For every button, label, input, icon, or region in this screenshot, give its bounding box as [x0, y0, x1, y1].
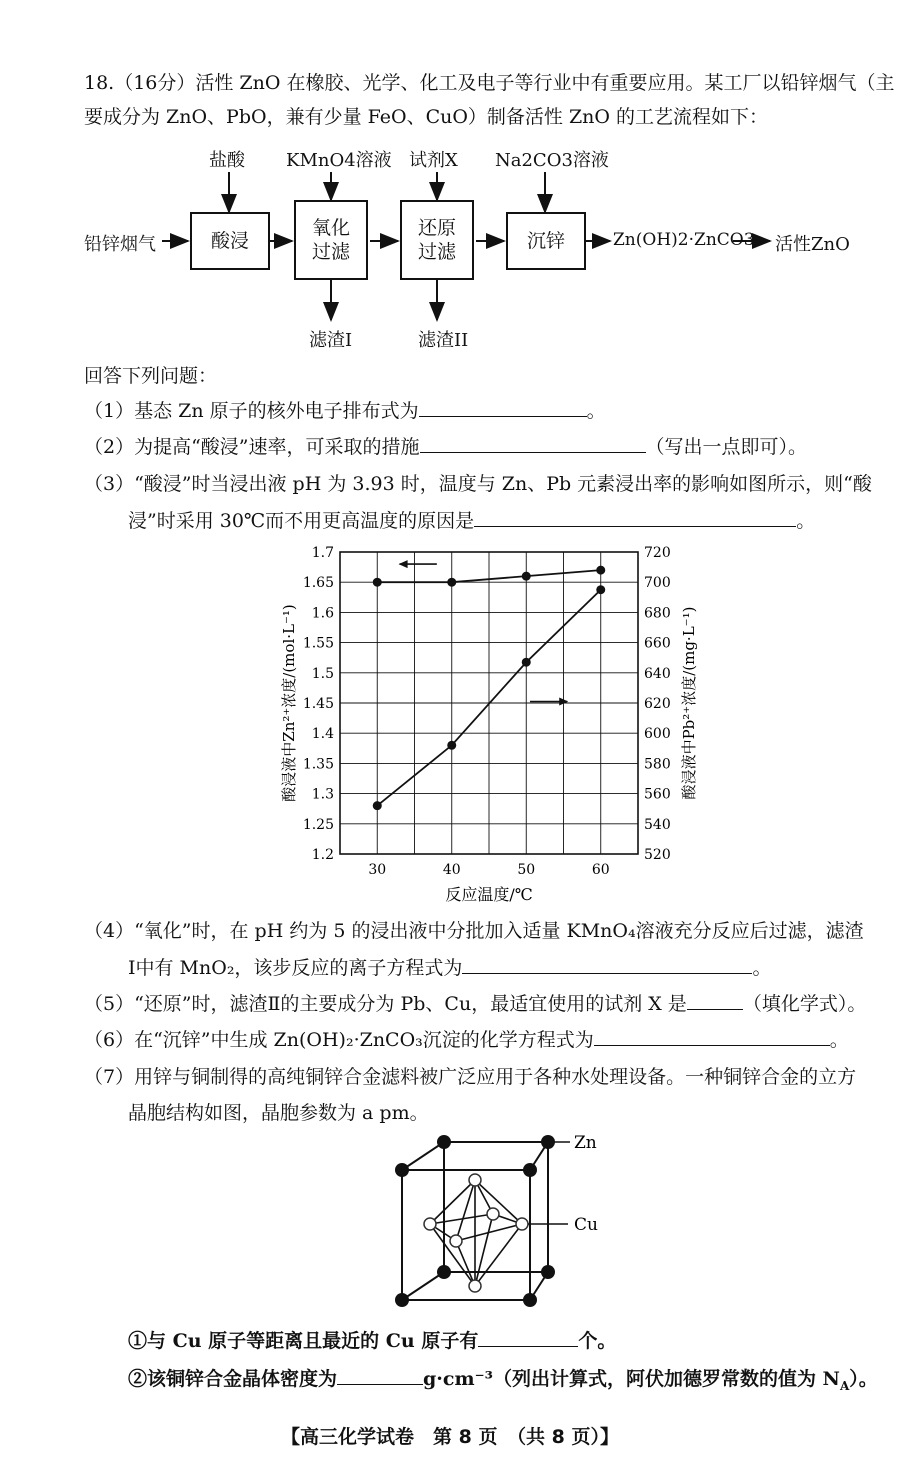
zn-label: Zn: [574, 1133, 597, 1153]
x-tick-label: 30: [368, 862, 387, 878]
step-acid-leach: 酸浸: [190, 212, 270, 270]
q7-sub2-unit: g·cm⁻³（列出计算式，阿伏加德罗常数的值为 N: [423, 1368, 840, 1390]
data-point-left: [522, 572, 531, 581]
q7-sub1-text: ①与 Cu 原子等距离且最近的 Cu 原子有: [128, 1330, 479, 1352]
residue-1: 滤渣I: [309, 330, 353, 351]
x-tick-label: 50: [517, 862, 536, 878]
data-point-left: [447, 578, 456, 587]
question-4-line1: （4）“氧化”时，在 pH 约为 5 的浸出液中分批加入适量 KMnO₄溶液充分反应后过滤，滤渣: [84, 920, 864, 942]
question-3-line2: [128, 508, 815, 534]
flow-mid-product: Zn(OH)2·ZnCO3: [613, 230, 755, 250]
q7-sub1-answer-blank[interactable]: [478, 1328, 578, 1347]
question-1: [84, 398, 606, 424]
step-reduction-filter-line2: 过滤: [417, 241, 456, 263]
data-point-left: [596, 566, 605, 575]
page-footer: 【高三化学试卷 第 8 页 （共 8 页）】: [281, 1426, 619, 1448]
y-right-tick-label: 700: [644, 575, 671, 592]
x-axis-label: 反应温度/℃: [445, 885, 533, 904]
question-5: [84, 991, 866, 1017]
y-left-tick-label: 1.25: [302, 816, 334, 833]
answer-intro: 回答下列问题：: [84, 365, 218, 387]
y-left-tick-label: 1.3: [311, 786, 334, 803]
y-right-tick-label: 720: [644, 545, 671, 561]
question-7-line2: 晶胞结构如图，晶胞参数为 a pm。: [128, 1102, 429, 1124]
step-reduction-filter-line1: 还原: [417, 217, 456, 239]
crystal-cell-diagram: [380, 1128, 640, 1318]
q4-suffix: 。: [752, 957, 772, 979]
y-left-tick-label: 1.45: [302, 696, 334, 712]
y-left-axis-label: 酸浸液中Zn²⁺浓度/(mol·L⁻¹): [280, 604, 298, 802]
step-zinc-precipitation: 沉锌: [506, 212, 586, 270]
step-oxidation-filter: [294, 200, 368, 280]
q6-suffix: 。: [829, 1029, 849, 1051]
q2-text: （2）为提高“酸浸”速率，可采取的措施: [84, 436, 420, 458]
data-point-right: [522, 658, 531, 667]
y-right-tick-label: 620: [644, 696, 671, 712]
y-left-tick-label: 1.4: [311, 726, 334, 743]
y-left-tick-label: 1.6: [311, 605, 334, 622]
question-6: [84, 1027, 849, 1053]
y-left-tick-label: 1.65: [302, 575, 334, 592]
input-na2co3: Na2CO3溶液: [495, 150, 609, 171]
q7-sub2-subscript: A: [839, 1378, 850, 1393]
q7-sub1-suffix: 个。: [578, 1330, 617, 1352]
input-hcl: 盐酸: [209, 150, 245, 171]
y-right-tick-label: 520: [644, 847, 671, 863]
q3-suffix: 。: [796, 510, 816, 532]
flow-end-product: 活性ZnO: [775, 234, 850, 255]
y-right-tick-label: 580: [644, 756, 671, 773]
temperature-concentration-chart: [270, 538, 710, 908]
flow-start: 铅锌烟气: [84, 234, 156, 255]
q7-sub2-answer-blank[interactable]: [337, 1366, 423, 1385]
y-right-tick-label: 640: [644, 665, 671, 682]
y-left-tick-label: 1.2: [311, 847, 334, 863]
question-7-sub2: [128, 1366, 878, 1399]
question-intro-line1: 18.（16分）活性 ZnO 在橡胶、光学、化工及电子等行业中有重要应用。某工厂以铅锌烟气（主: [84, 72, 895, 94]
q7-sub2-text: ②该铜锌合金晶体密度为: [128, 1368, 338, 1390]
question-3-line1: （3）“酸浸”时当浸出液 pH 为 3.93 时，温度与 Zn、Pb 元素浸出率的影响如图所示，则“酸: [84, 473, 872, 495]
step-oxidation-filter-line2: 过滤: [311, 241, 350, 263]
q3-text: 浸”时采用 30℃而不用更高温度的原因是: [128, 510, 475, 532]
q6-answer-blank[interactable]: [594, 1027, 830, 1046]
y-right-tick-label: 680: [644, 605, 671, 622]
residue-2: 滤渣II: [418, 330, 469, 351]
question-7-line1: （7）用锌与铜制得的高纯铜锌合金滤料被广泛应用于各种水处理设备。一种铜锌合金的立方: [84, 1066, 857, 1088]
y-left-tick-label: 1.7: [311, 545, 334, 561]
question-intro-line2: 要成分为 ZnO、PbO，兼有少量 FeO、CuO）制备活性 ZnO 的工艺流程如下：: [84, 106, 769, 128]
data-point-right: [447, 741, 456, 750]
question-2: [84, 434, 807, 460]
y-right-tick-label: 660: [644, 635, 671, 652]
q4-text: Ⅰ中有 MnO₂，该步反应的离子方程式为: [128, 957, 463, 979]
input-kmno4: KMnO4溶液: [286, 150, 392, 171]
step-reduction-filter: [400, 200, 474, 280]
q1-answer-blank[interactable]: [419, 398, 587, 417]
q1-suffix: 。: [586, 400, 606, 422]
cu-label: Cu: [574, 1215, 598, 1235]
step-oxidation-filter-line1: 氧化: [311, 217, 350, 239]
q6-text: （6）在“沉锌”中生成 Zn(OH)₂·ZnCO₃沉淀的化学方程式为: [84, 1029, 594, 1051]
q2-suffix: （写出一点即可）。: [645, 436, 808, 458]
y-right-axis-label: 酸浸液中Pb²⁺浓度/(mg·L⁻¹): [680, 606, 698, 800]
q4-answer-blank[interactable]: [462, 955, 752, 974]
q1-text: （1）基态 Zn 原子的核外电子排布式为: [84, 400, 419, 422]
x-tick-label: 40: [442, 862, 461, 878]
q3-answer-blank[interactable]: [474, 508, 796, 527]
question-7-sub1: [128, 1328, 616, 1354]
q5-suffix: （填化学式）。: [742, 993, 867, 1015]
data-point-right: [373, 801, 382, 810]
y-right-tick-label: 540: [644, 816, 671, 833]
data-point-right: [596, 585, 605, 594]
question-4-line2: [128, 955, 771, 981]
y-right-tick-label: 560: [644, 786, 671, 803]
left-axis-arrow-head: [399, 560, 408, 568]
q2-answer-blank[interactable]: [420, 434, 646, 453]
data-point-left: [373, 578, 382, 587]
y-left-tick-label: 1.5: [311, 665, 334, 682]
q5-answer-blank[interactable]: [687, 991, 743, 1010]
q7-sub2-end: ）。: [849, 1368, 878, 1390]
q5-text: （5）“还原”时，滤渣Ⅱ的主要成分为 Pb、Cu，最适宜使用的试剂 X 是: [84, 993, 687, 1015]
y-right-tick-label: 600: [644, 726, 671, 743]
x-tick-label: 60: [591, 862, 610, 878]
y-left-tick-label: 1.55: [302, 635, 334, 652]
y-left-tick-label: 1.35: [302, 756, 334, 773]
input-reagent-x: 试剂X: [409, 150, 458, 171]
